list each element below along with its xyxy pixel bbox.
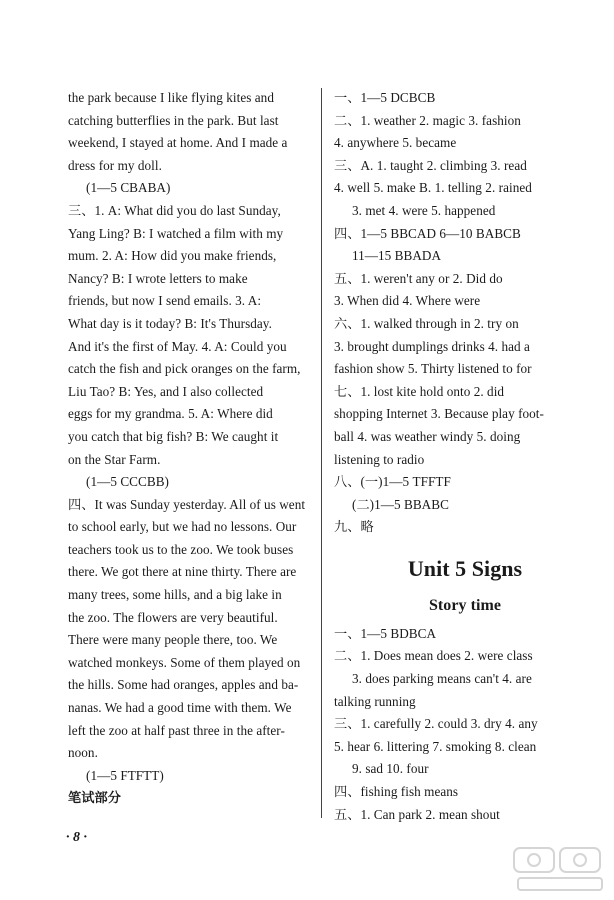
text-line: the hills. Some had oranges, apples and ba- (68, 677, 299, 693)
text-line: (二)1—5 BBABC (352, 496, 449, 512)
section-line: 三、A. 1. taught 2. climbing 3. read (334, 157, 527, 173)
section-line: 一、1—5 DCBCB (334, 90, 436, 105)
section-line: 五、1. weren't any or 2. Did do (334, 270, 503, 286)
page-number: · 8 · (66, 830, 87, 845)
text-line: Liu Tao? B: Yes, and I also collected (68, 383, 264, 399)
text-line: 5. hear 6. littering 7. smoking 8. clean (334, 738, 537, 754)
text-line: dress for my doll. (68, 157, 162, 173)
text-line: teachers took us to the zoo. We took buses (68, 541, 294, 557)
text-line: on the Star Farm. (68, 451, 161, 467)
text-line: 3. does parking means can't 4. are (352, 671, 532, 687)
text-line: 4. anywhere 5. became (334, 135, 457, 151)
text-line: There were many people there, too. We (68, 632, 278, 648)
unit-title: Unit 5 Signs (407, 555, 523, 581)
right-column (334, 87, 596, 826)
text-line: Yang Ling? B: I watched a film with my (68, 225, 284, 241)
text-line: 3. brought dumplings drinks 4. had a (334, 338, 530, 354)
section-line: 五、1. Can park 2. mean shout (334, 806, 500, 822)
text-line: mum. 2. A: How did you make friends, (68, 248, 277, 264)
text-line: shopping Internet 3. Because play foot- (334, 406, 544, 422)
section-line: 二、1. weather 2. magic 3. fashion (334, 112, 521, 128)
text-line: friends, but now I send emails. 3. A: (68, 293, 262, 309)
text-line: noon. (68, 745, 98, 761)
text-line: listening to radio (334, 451, 425, 467)
watermark-logo-icon (512, 846, 608, 896)
section-line: 九、略 (334, 519, 374, 535)
text-line: Nancy? B: I wrote letters to make (68, 270, 248, 286)
left-column (68, 87, 311, 810)
text-line: left the zoo at half past three in the after- (68, 722, 285, 738)
written-section-label: 笔试部分 (68, 790, 121, 806)
text-line: 3. When did 4. Where were (334, 293, 481, 309)
text-line: 9. sad 10. four (352, 761, 429, 777)
text-line: there. We got there at nine thirty. There are (68, 564, 297, 580)
text-line: ball 4. was weather windy 5. doing (334, 428, 521, 444)
text-line: 11—15 BBADA (352, 248, 442, 264)
text-line: talking running (334, 693, 416, 709)
section-title: Story time (428, 596, 502, 614)
text-line: the zoo. The flowers are very beautiful. (68, 609, 278, 625)
answer-line: (1—5 FTFTT) (86, 767, 164, 783)
section-line: 一、1—5 BDBCA (334, 625, 437, 641)
section-line: 四、1—5 BBCAD 6—10 BABCB (334, 225, 521, 241)
text-line: watched monkeys. Some of them played on (68, 654, 301, 670)
section-line: 三、1. carefully 2. could 3. dry 4. any (334, 716, 538, 732)
answer-line: (1—5 CCCBB) (86, 474, 169, 490)
section-line: 四、fishing fish means (334, 784, 459, 800)
text-line: catch the fish and pick oranges on the farm, (68, 361, 301, 377)
answer-line: (1—5 CBABA) (86, 180, 171, 196)
text-line: fashion show 5. Thirty listened to for (334, 361, 532, 377)
section-line: 四、It was Sunday yesterday. All of us went (68, 496, 306, 512)
section-line: 八、(一)1—5 TFFTF (334, 474, 451, 490)
section-line: 六、1. walked through in 2. try on (334, 315, 519, 331)
text-line: to school early, but we had no lessons. Our (68, 519, 297, 535)
text-line: And it's the first of May. 4. A: Could you (68, 338, 287, 354)
text-line: nanas. We had a good time with them. We (68, 700, 292, 716)
text-line: you catch that big fish? B: We caught it (68, 428, 279, 444)
text-line: many trees, some hills, and a big lake in (68, 587, 282, 603)
text-line: the park because I like flying kites and (68, 90, 274, 105)
section-line: 二、1. Does mean does 2. were class (334, 648, 533, 664)
text-line: catching butterflies in the park. But last (68, 112, 279, 128)
text-line: weekend, I stayed at home. And I made a (68, 135, 288, 151)
column-divider (321, 88, 322, 818)
section-line: 七、1. lost kite hold onto 2. did (334, 383, 505, 399)
text-line: What day is it today? B: It's Thursday. (68, 315, 272, 331)
section-line: 三、1. A: What did you do last Sunday, (68, 202, 281, 218)
text-line: eggs for my grandma. 5. A: Where did (68, 406, 273, 422)
text-line: 3. met 4. were 5. happened (352, 202, 496, 218)
text-line: 4. well 5. make B. 1. telling 2. rained (334, 180, 532, 196)
